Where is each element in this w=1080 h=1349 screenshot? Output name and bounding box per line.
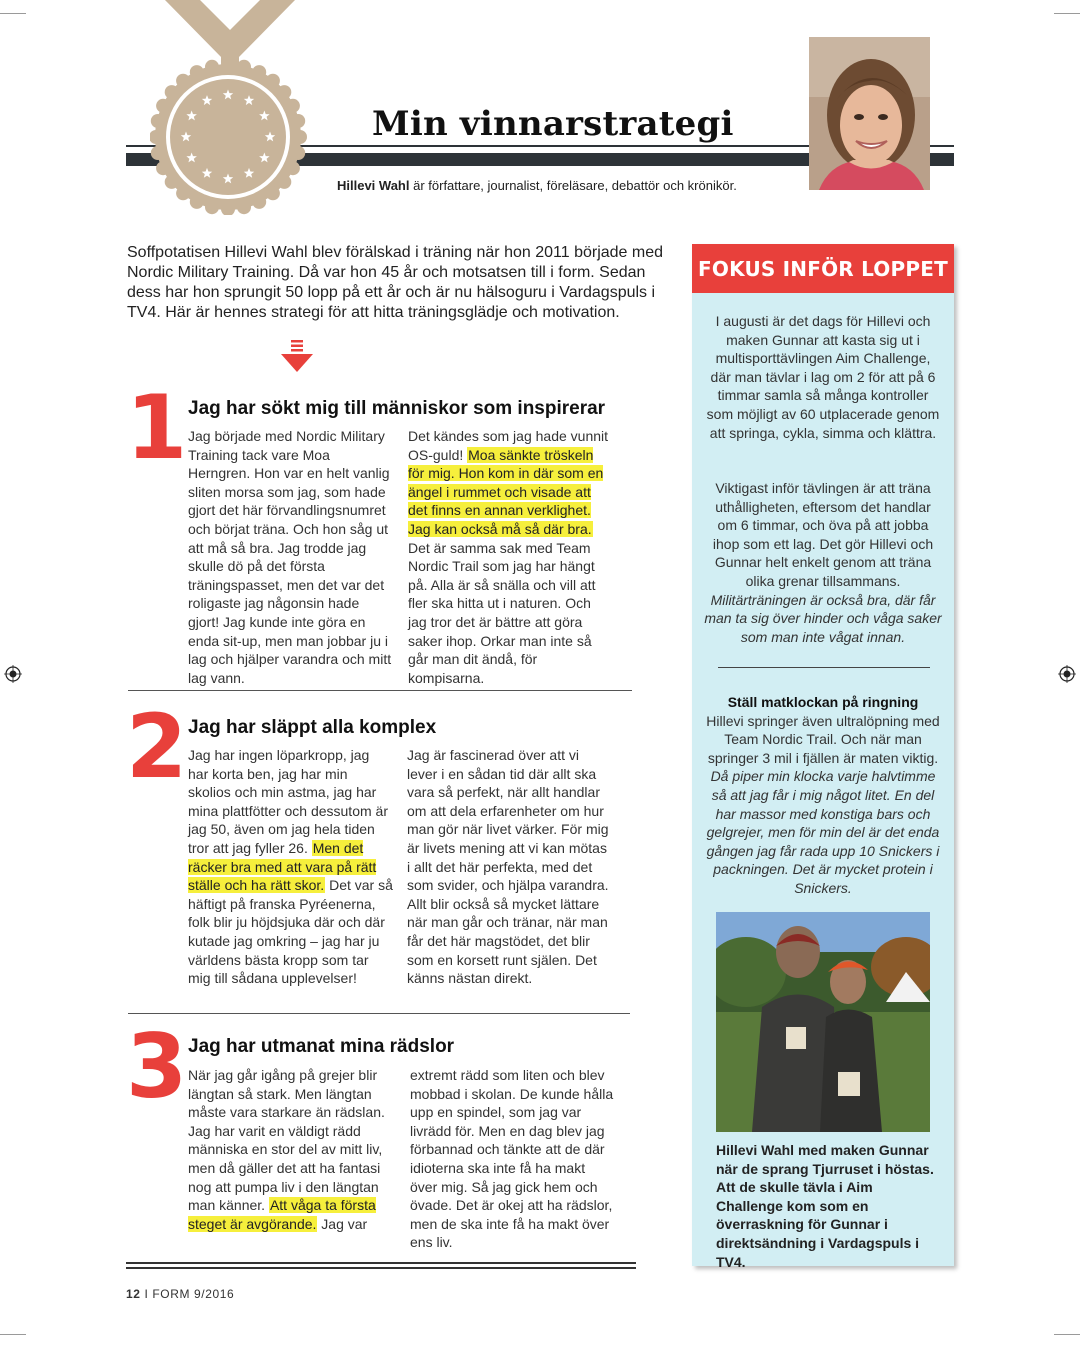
footer-rule (126, 1267, 636, 1269)
section-title: Jag har utmanat mina rädslor (188, 1036, 455, 1057)
sidebar-quote: Militärträningen är också bra, där får man ta sig över hinder och våga saker som man inte vågat innan. (704, 591, 942, 645)
highlighted-quote: Att våga ta första steget är avgörande. (188, 1197, 376, 1232)
highlighted-quote: Men det räcker bra med att vara på rätt ställe och ha rätt skor. (188, 839, 377, 894)
section-text: Jag började med Nordic Military Training tack vare Moa Herngren. Hon var en helt vanlig sliten morsa som jag, som hade gjort det här förvandlingsnumret och börjat träna. Och hon såg ut att må så bra. Jag trodde jag skulle dö på det första träningspasset, men det var det roligaste jag någonsin hade gjort! Jag kunde inte göra en enda sit-up, men man jobbar ju i lag och hjälper varandra och mitt lag vann. (188, 428, 392, 686)
sidebar-heading: FOKUS INFÖR LOPPET (692, 244, 954, 293)
section-column (407, 746, 612, 988)
photo-caption: Hillevi Wahl med maken Gunnar när de sprang Tjurruset i höstas. Att de skulle tävla i Aim Challenge kom som en överraskning för Gunnar i direktsändning i Vardagspuls i TV4. (716, 1142, 934, 1270)
sidebar-divider (718, 667, 930, 668)
section-number: 1 (126, 376, 188, 479)
section-column (188, 746, 393, 988)
intro-text: Soffpotatisen Hillevi Wahl blev förälskad i träning när hon 2011 började med Nordic Military Training. Då var hon 45 år och motsatsen till i form. Sedan dess har hon sprungit 50 lopp på ett år och är nu hälsoguru i Vardagspuls i TV4. Här är hennes strategi för att hitta träningsglädje och motivation. (127, 244, 664, 321)
section-text: extremt rädd som liten och blev mobbad i skolan. De kunde hålla upp en spindel, som jag var livrädd för. Men en dag blev jag förbannad och tänkte att de där idioterna ska inte få ha makt över mig. Så jag gick hem och övade. Det är okej att ha rädslor, men de ska inte få ha makt över ens liv. (410, 1067, 614, 1251)
section-text: Det var så häftigt på franska Pyréenerna, folk blir ju höjdsjuka där och där kutade jag omkring – jag har ju världens bästa kropp som tar mig till sådana upplevelser! (188, 877, 393, 987)
sidebar-text (704, 693, 942, 898)
byline (337, 178, 737, 193)
sidebar-paragraph: Viktigast inför tävlingen är att träna uthålligheten, eftersom det handlar om 6 timmar, och öva på att jobba ihop som ett lag. Det gör Hillevi och Gunnar helt enkelt genom att träna olika grenar tillsammans. (712, 480, 934, 589)
sidebar-text (704, 479, 942, 646)
sidebar-box (692, 244, 954, 1270)
sidebar-paragraph: Hillevi springer även ultralöpning med Team Nordic Trail. Och när man springer 3 mil i fjällen är maten viktig. (706, 712, 940, 766)
section-divider (128, 690, 632, 691)
couple-photo (716, 912, 930, 1132)
section-title: Jag har sökt mig till människor som inspirerar (188, 398, 606, 419)
page-number: 12 (126, 1287, 141, 1301)
intro-paragraph (127, 243, 667, 323)
highlighted-quote: Moa sänkte tröskeln för mig. Hon kom in där som en ängel i rummet och visade att det finns en annan verklighet. Jag kan också må så där bra. (408, 446, 604, 537)
registration-mark-icon (1058, 665, 1076, 683)
footer-rule (126, 1262, 636, 1264)
magazine-issue: I FORM 9/2016 (144, 1287, 235, 1301)
sidebar-text (704, 312, 942, 442)
section-text: Jag är fascinerad över att vi lever i en sådan tid där allt ska vara så perfekt, när allt handlar om att dela erfarenheter om hur man gör när livet värker. För mig är livets mening att vi kan mötas i allt det här perfekta, med det som svider, och hjälpa varandra. Allt blir också så mycket lättare när man går och tränar, när man får det här magstödet, det blir som en korsett runt själen. Det känns nästan direkt. (407, 747, 609, 987)
section-text: När jag går igång på grejer blir längtan så stark. Men längtan måste vara starkare än rädslan. Jag har varit en väldigt rädd människa en stor del av mitt liv, men då gäller det att ha fantasi nog att pumpa liv i den längtan man känner. (188, 1067, 385, 1214)
medal-icon (150, 0, 310, 215)
section-text: Jag var (317, 1215, 368, 1232)
section-divider (128, 1013, 630, 1014)
page-title: Min vinnarstrategi (372, 104, 734, 144)
section-text: Det kändes som jag hade vunnit OS-guld! (408, 428, 609, 463)
section-column (410, 1066, 615, 1252)
crop-mark (0, 1334, 26, 1335)
sidebar-quote: Då piper min klocka varje halvtimme så att jag får i mig något litet. En del har massor med konstiga bars och gelgrejer, men för min del är det enda gången jag får rada upp 10 Snickers i packningen. Det är mycket protein i Snickers. (706, 768, 940, 896)
section-text: Det är samma sak med Team Nordic Trail som jag har hängt på. Alla är så snälla och vill att fler ska hitta ut i naturen. Och jag tror det är bättre att göra saker ihop. Orkar man inte så går man dit ändå, för kompisarna. (408, 539, 596, 686)
author-portrait (809, 37, 930, 190)
arrow-down-icon (281, 340, 313, 372)
registration-mark-icon (4, 665, 22, 683)
section-title: Jag har släppt alla komplex (188, 717, 437, 738)
section-number: 2 (126, 695, 188, 798)
byline-name: Hillevi Wahl (337, 178, 410, 193)
section-number: 3 (126, 1015, 188, 1118)
section-column (188, 427, 393, 687)
section-text: Jag har ingen löparkropp, jag har korta ben, jag har min skolios och min astma, jag har mina plattfötter och dessutom är jag 50, även om jag hela tiden tror att jag fyller 26. (188, 747, 388, 856)
folio (126, 1287, 234, 1301)
section-column (188, 1066, 393, 1233)
byline-text: är författare, journalist, föreläsare, debattör och krönikör. (409, 178, 737, 193)
crop-mark (1054, 13, 1080, 14)
section-column (408, 427, 613, 687)
crop-mark (0, 13, 26, 14)
crop-mark (1054, 1334, 1080, 1335)
sidebar-subheading: Ställ matklockan på ringning (727, 694, 919, 710)
sidebar-paragraph: I augusti är det dags för Hillevi och maken Gunnar att kasta sig ut i multisporttävlingen Aim Challenge, där man tävlar i lag om 2 för att på 6 timmar samla så många kontroller som möjligt av 60 utplacerade genom att springa, cykla, simma och klättra. (706, 313, 940, 441)
